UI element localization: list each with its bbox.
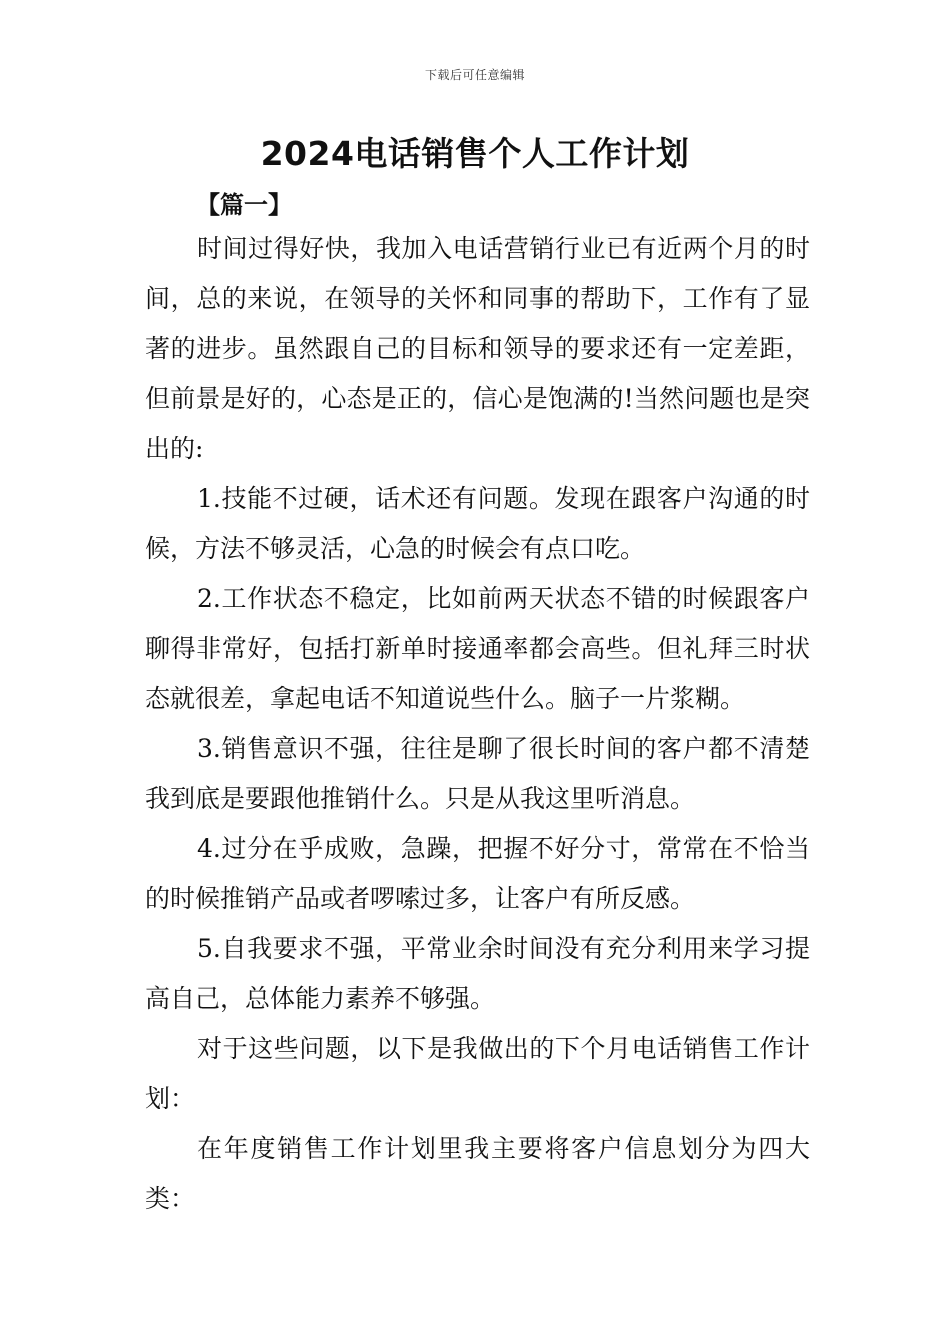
- header-note: 下载后可任意编辑: [424, 68, 525, 82]
- paragraph-item-5: 5.自我要求不强，平常业余时间没有充分利用来学习提高自己，总体能力素养不够强。: [145, 934, 810, 1013]
- paragraph-categories: 在年度销售工作计划里我主要将客户信息划分为四大类：: [145, 1134, 810, 1213]
- section-label: 【篇一】: [196, 191, 292, 219]
- paragraph-plan-intro: 对于这些问题，以下是我做出的下个月电话销售工作计划：: [145, 1034, 810, 1113]
- paragraph-item-4: 4.过分在乎成败，急躁，把握不好分寸，常常在不恰当的时候推销产品或者啰嗦过多，让客户有所反感。: [145, 834, 810, 913]
- document-body: [145, 224, 810, 1224]
- paragraph-item-2: 2.工作状态不稳定，比如前两天状态不错的时候跟客户聊得非常好，包括打新单时接通率都会高些。但礼拜三时状态就很差，拿起电话不知道说些什么。脑子一片浆糊。: [145, 584, 810, 713]
- paragraph-intro: 时间过得好快，我加入电话营销行业已有近两个月的时间，总的来说，在领导的关怀和同事的帮助下，工作有了显著的进步。虽然跟自己的目标和领导的要求还有一定差距，但前景是好的，心态是正的，信心是饱满的!当然问题也是突出的:: [145, 234, 810, 463]
- paragraph-item-3: 3.销售意识不强，往往是聊了很长时间的客户都不清楚我到底是要跟他推销什么。只是从我这里听消息。: [145, 734, 810, 813]
- document-title: 2024电话销售个人工作计划: [260, 134, 690, 173]
- paragraph-item-1: 1.技能不过硬，话术还有问题。发现在跟客户沟通的时候，方法不够灵活，心急的时候会有点口吃。: [145, 484, 810, 563]
